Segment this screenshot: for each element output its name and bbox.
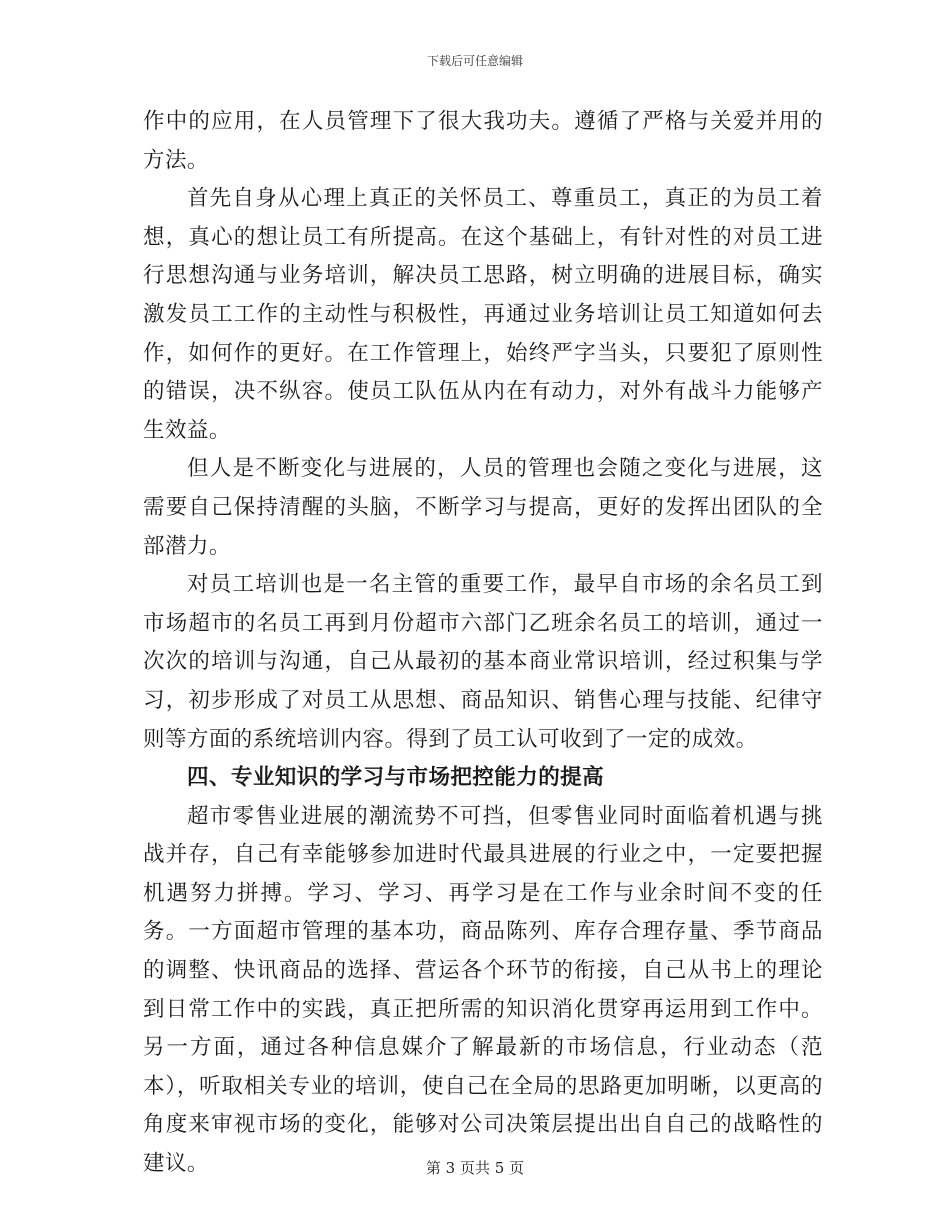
page-number: 第 3 页共 5 页: [425, 1159, 525, 1177]
paragraph-professional-learning: 超市零售业进展的潮流势不可挡，但零售业同时面临着机遇与挑战并存，自己有幸能够参加进时代最具进展的行业之中，一定要把握机遇努力拼搏。学习、学习、再学习是在工作与业余时间不变的任务。一方面超市管理的基本功，商品陈列、库存合理存量、季节商品的调整、快讯商品的选择、营运各个环节的衔接，自己从书上的理论到日常工作中的实践，真正把所需的知识消化贯穿再运用到工作中。另一方面，通过各种信息媒介了解最新的市场信息，行业动态（范本），听取相关专业的培训，使自己在全局的思路更加明晰，以更高的角度来审视市场的变化，能够对公司决策层提出出自自己的战略性的建议。: [143, 803, 823, 1177]
paragraph-continuation: 作中的应用，在人员管理下了很大我功夫。遵循了严格与关爱并用的方法。: [143, 109, 823, 173]
page-header: 下载后可任意编辑: [426, 54, 523, 68]
paragraph-management-change: 但人是不断变化与进展的，人员的管理也会随之变化与进展，这需要自己保持清醒的头脑，不断学习与提高，更好的发挥出团队的全部潜力。: [143, 456, 823, 559]
paragraph-employee-care: 首先自身从心理上真正的关怀员工、尊重员工，真正的为员工着想，真心的想让员工有所提高。在这个基础上，有针对性的对员工进行思想沟通与业务培训，解决员工思路，树立明确的进展目标，确实激发员工工作的主动性与积极性，再通过业务培训让员工知道如何去作，如何作的更好。在工作管理上，始终严字当头，只要犯了原则性的错误，决不纵容。使员工队伍从内在有动力，对外有战斗力能够产生效益。: [143, 186, 823, 443]
document-body: [143, 103, 823, 1184]
paragraph-employee-training: 对员工培训也是一名主管的重要工作，最早自市场的余名员工到市场超市的名员工再到月份超市六部门乙班余名员工的培训，通过一次次的培训与沟通，自己从最初的基本商业常识培训，经过积集与学习，初步形成了对员工从思想、商品知识、销售心理与技能、纪律守则等方面的系统培训内容。得到了员工认可收到了一定的成效。: [143, 572, 823, 752]
section-heading-4: 四、专业知识的学习与市场把控能力的提高: [187, 765, 605, 791]
